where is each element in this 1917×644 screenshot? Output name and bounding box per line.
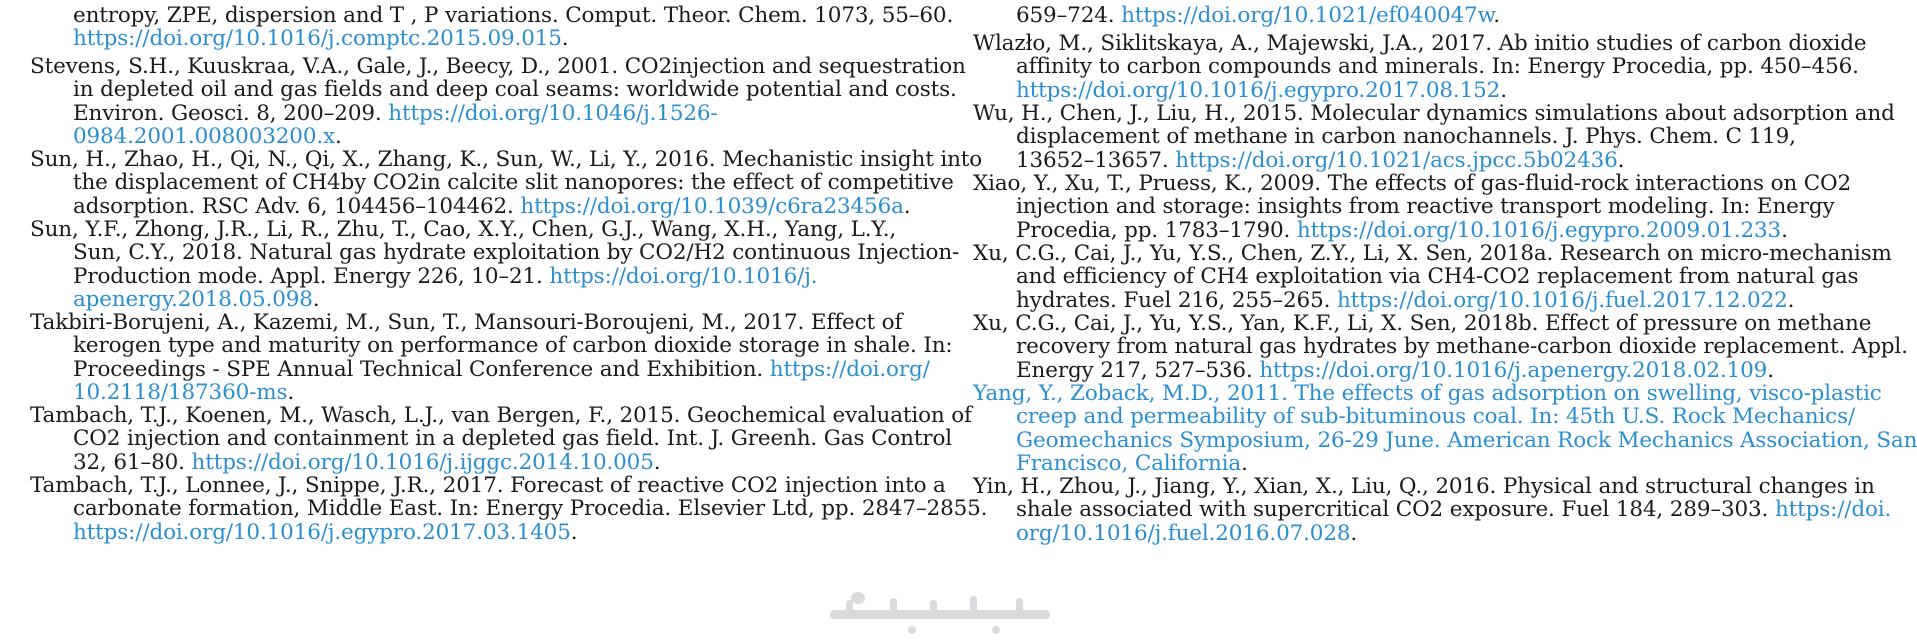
reference-punctuation: . xyxy=(1617,147,1625,173)
reference-punctuation: . xyxy=(1493,3,1500,28)
reference-line xyxy=(73,288,320,312)
reference-line xyxy=(1016,195,1834,219)
reference-highlighted-text[interactable]: creep and permeability of sub-bituminous coal. In: 45th U.S. Rock Mechanics/ xyxy=(1016,404,1856,430)
reference-punctuation: . xyxy=(1787,287,1795,313)
reference-line xyxy=(1016,125,1796,149)
reference-line xyxy=(973,312,1871,336)
reference-text: in depleted oil and gas fields and deep coal seams: worldwide potential and costs. xyxy=(73,77,957,103)
reference-line xyxy=(1016,219,1788,243)
reference-text: Energy 217, 527–536. xyxy=(1016,357,1260,383)
reference-punctuation: . xyxy=(903,193,911,219)
doi-link[interactable]: https://doi.org/10.1039/c6ra23456a xyxy=(520,193,904,219)
reference-line xyxy=(1016,405,1855,429)
reference-punctuation: . xyxy=(1350,520,1358,546)
reference-line xyxy=(73,358,930,382)
reference-line xyxy=(973,102,1895,126)
doi-link[interactable]: 10.2118/187360-ms xyxy=(73,379,288,405)
reference-text: Yin, H., Zhou, J., Jiang, Y., Xian, X., Liu, Q., 2016. Physical and structural changes in xyxy=(973,474,1875,499)
doi-link[interactable]: https://doi.org/10.1016/j.egypro.2017.03.1405 xyxy=(73,519,571,545)
reference-punctuation: . xyxy=(335,123,342,149)
reference-line xyxy=(73,497,987,521)
reference-text: CO2 injection and containment in a depleted gas field. Int. J. Greenh. Gas Control xyxy=(73,426,952,452)
reference-text: 32, 61–80. xyxy=(73,449,192,475)
reference-punctuation: . xyxy=(570,519,578,545)
reference-line xyxy=(1016,522,1357,546)
reference-line xyxy=(73,171,954,195)
reference-punctuation: . xyxy=(653,449,661,475)
reference-punctuation: . xyxy=(287,379,295,405)
reference-line xyxy=(30,218,896,242)
reference-punctuation: . xyxy=(1781,217,1788,243)
reference-line xyxy=(73,241,959,265)
reference-text: and efficiency of CH4 exploitation via CH4-CO2 replacement from natural gas xyxy=(1016,264,1859,290)
reference-text: Sun, C.Y., 2018. Natural gas hydrate exploitation by CO2/H2 continuous Injection- xyxy=(73,240,960,266)
reference-line xyxy=(973,382,1882,406)
reference-text: Wlazło, M., Siklitskaya, A., Majewski, J.A., 2017. Ab initio studies of carbon dioxide xyxy=(973,31,1867,56)
reference-line xyxy=(1016,149,1624,173)
doi-link[interactable]: org/10.1016/j.fuel.2016.07.028 xyxy=(1016,520,1351,546)
reference-text: Tambach, T.J., Koenen, M., Wasch, L.J., van Bergen, F., 2015. Geochemical evaluation of xyxy=(30,403,972,428)
reference-line xyxy=(1016,79,1507,103)
reference-highlighted-text[interactable]: Geomechanics Symposium, 26-29 June. American Rock Mechanics Association, San xyxy=(1016,427,1917,453)
reference-line xyxy=(73,521,577,545)
doi-link[interactable]: https://doi.org/10.1016/j.apenergy.2018.02.109 xyxy=(1259,357,1768,383)
reference-line xyxy=(1016,498,1891,522)
reference-line xyxy=(30,148,982,172)
reference-text: Stevens, S.H., Kuuskraa, V.A., Gale, J., Beecy, D., 2001. CO2injection and sequestration xyxy=(30,54,966,79)
reference-line xyxy=(73,381,294,405)
reference-text: entropy, ZPE, dispersion and T , P variations. Comput. Theor. Chem. 1073, 55–60. xyxy=(73,3,954,28)
reference-highlighted-text[interactable]: Francisco, California xyxy=(1016,450,1242,476)
reference-line xyxy=(73,195,910,219)
reference-text: 13652–13657. xyxy=(1016,147,1176,173)
doi-link[interactable]: https://doi.org/10.1021/acs.jpcc.5b02436 xyxy=(1175,147,1618,173)
reference-text: 659–724. xyxy=(1016,3,1122,28)
reference-text: Xu, C.G., Cai, J., Yu, Y.S., Yan, K.F., Li, X. Sen, 2018b. Effect of pressure on methane xyxy=(973,311,1872,336)
reference-text: recovery from natural gas hydrates by methane-carbon dioxide replacement. Appl. xyxy=(1016,334,1908,360)
doi-link[interactable]: https://doi.org/10.1016/j.fuel.2017.12.022 xyxy=(1336,287,1788,313)
reference-punctuation: . xyxy=(1241,450,1248,476)
reference-text: Proceedings - SPE Annual Technical Conference and Exhibition. xyxy=(73,356,770,382)
reference-text: Sun, H., Zhao, H., Qi, N., Qi, X., Zhang, K., Sun, W., Li, Y., 2016. Mechanistic insight into xyxy=(30,147,983,172)
reference-text: adsorption. RSC Adv. 6, 104456–104462. xyxy=(73,193,521,219)
reference-line xyxy=(1016,289,1794,313)
reference-text: Takbiri-Borujeni, A., Kazemi, M., Sun, T., Mansouri-Boroujeni, M., 2017. Effect of xyxy=(30,310,903,335)
doi-link[interactable]: https://doi.org/10.1016/j. xyxy=(549,263,818,289)
reference-text: Xu, C.G., Cai, J., Yu, Y.S., Chen, Z.Y., Li, X. Sen, 2018a. Research on micro-mechanism xyxy=(973,241,1892,266)
reference-line xyxy=(1016,4,1500,28)
reference-text: Tambach, T.J., Lonnee, J., Snippe, J.R., 2017. Forecast of reactive CO2 injection into a xyxy=(30,473,946,498)
reference-text: shale associated with supercritical CO2 exposure. Fuel 184, 289–303. xyxy=(1016,497,1775,523)
reference-punctuation: . xyxy=(1767,357,1774,383)
reference-line xyxy=(30,55,966,79)
reference-text: Procedia, pp. 1783–1790. xyxy=(1016,217,1297,243)
reference-line xyxy=(73,78,957,102)
doi-link[interactable]: https://doi.org/10.1016/j.egypro.2009.01.233 xyxy=(1296,217,1782,243)
doi-link[interactable]: apenergy.2018.05.098 xyxy=(73,286,313,312)
reference-highlighted-text[interactable]: Yang, Y., Zoback, M.D., 2011. The effects of gas adsorption on swelling, visco-plastic xyxy=(973,381,1882,406)
reference-line xyxy=(1016,359,1774,383)
reference-punctuation: . xyxy=(1500,77,1507,103)
reference-text: carbonate formation, Middle East. In: Energy Procedia. Elsevier Ltd, pp. 2847–2855. xyxy=(73,496,988,522)
doi-link[interactable]: https://doi.org/10.1016/j.ijggc.2014.10.005 xyxy=(191,449,654,475)
doi-link[interactable]: https://doi.org/10.1016/j.egypro.2017.08.152 xyxy=(1016,77,1501,103)
reference-line xyxy=(973,475,1875,499)
reference-line xyxy=(30,474,946,498)
reference-line xyxy=(1016,429,1917,453)
watermark-logo xyxy=(820,588,1060,644)
reference-line xyxy=(1016,335,1908,359)
reference-text: injection and storage: insights from reactive transport modeling. In: Energy xyxy=(1016,194,1835,220)
doi-link[interactable]: 0984.2001.008003200.x xyxy=(73,123,336,149)
reference-line xyxy=(73,27,568,51)
reference-punctuation: . xyxy=(561,26,569,52)
reference-line xyxy=(30,311,902,335)
reference-text: Production mode. Appl. Energy 226, 10–21. xyxy=(73,263,550,289)
doi-link[interactable]: https://doi.org/10.1016/j.comptc.2015.09.015 xyxy=(73,26,562,52)
reference-line xyxy=(73,427,952,451)
reference-line xyxy=(73,4,953,28)
reference-line xyxy=(1016,55,1859,79)
reference-line xyxy=(973,172,1851,196)
reference-text: Wu, H., Chen, J., Liu, H., 2015. Molecular dynamics simulations about adsorption and xyxy=(973,101,1895,126)
reference-line xyxy=(1016,265,1858,289)
reference-line xyxy=(1016,452,1248,476)
reference-line xyxy=(73,451,660,475)
reference-line xyxy=(973,242,1892,266)
doi-link[interactable]: https://doi.org/10.1046/j.1526- xyxy=(388,100,718,126)
reference-line xyxy=(73,125,342,149)
reference-text: affinity to carbon compounds and minerals. In: Energy Procedia, pp. 450–456. xyxy=(1016,54,1859,80)
reference-text: Xiao, Y., Xu, T., Pruess, K., 2009. The effects of gas-fluid-rock interactions on CO2 xyxy=(973,171,1852,196)
reference-text: kerogen type and maturity on performance of carbon dioxide storage in shale. In: xyxy=(73,333,953,359)
doi-link[interactable]: https://doi. xyxy=(1774,497,1892,523)
reference-text: Environ. Geosci. 8, 200–209. xyxy=(73,100,389,126)
reference-punctuation: . xyxy=(312,286,320,312)
reference-text: hydrates. Fuel 216, 255–265. xyxy=(1016,287,1337,313)
reference-text: Sun, Y.F., Zhong, J.R., Li, R., Zhu, T., Cao, X.Y., Chen, G.J., Wang, X.H., Yang, L.Y., xyxy=(30,217,897,242)
doi-link[interactable]: https://doi.org/ xyxy=(769,356,930,382)
reference-text: displacement of methane in carbon nanochannels. J. Phys. Chem. C 119, xyxy=(1016,124,1796,150)
reference-line xyxy=(73,102,718,126)
reference-line xyxy=(73,334,953,358)
doi-link[interactable]: https://doi.org/10.1021/ef040047w xyxy=(1121,3,1494,28)
reference-line xyxy=(73,265,817,289)
reference-text: the displacement of CH4by CO2in calcite slit nanopores: the effect of competitive xyxy=(73,170,954,196)
reference-line xyxy=(973,32,1866,56)
reference-line xyxy=(30,404,972,428)
